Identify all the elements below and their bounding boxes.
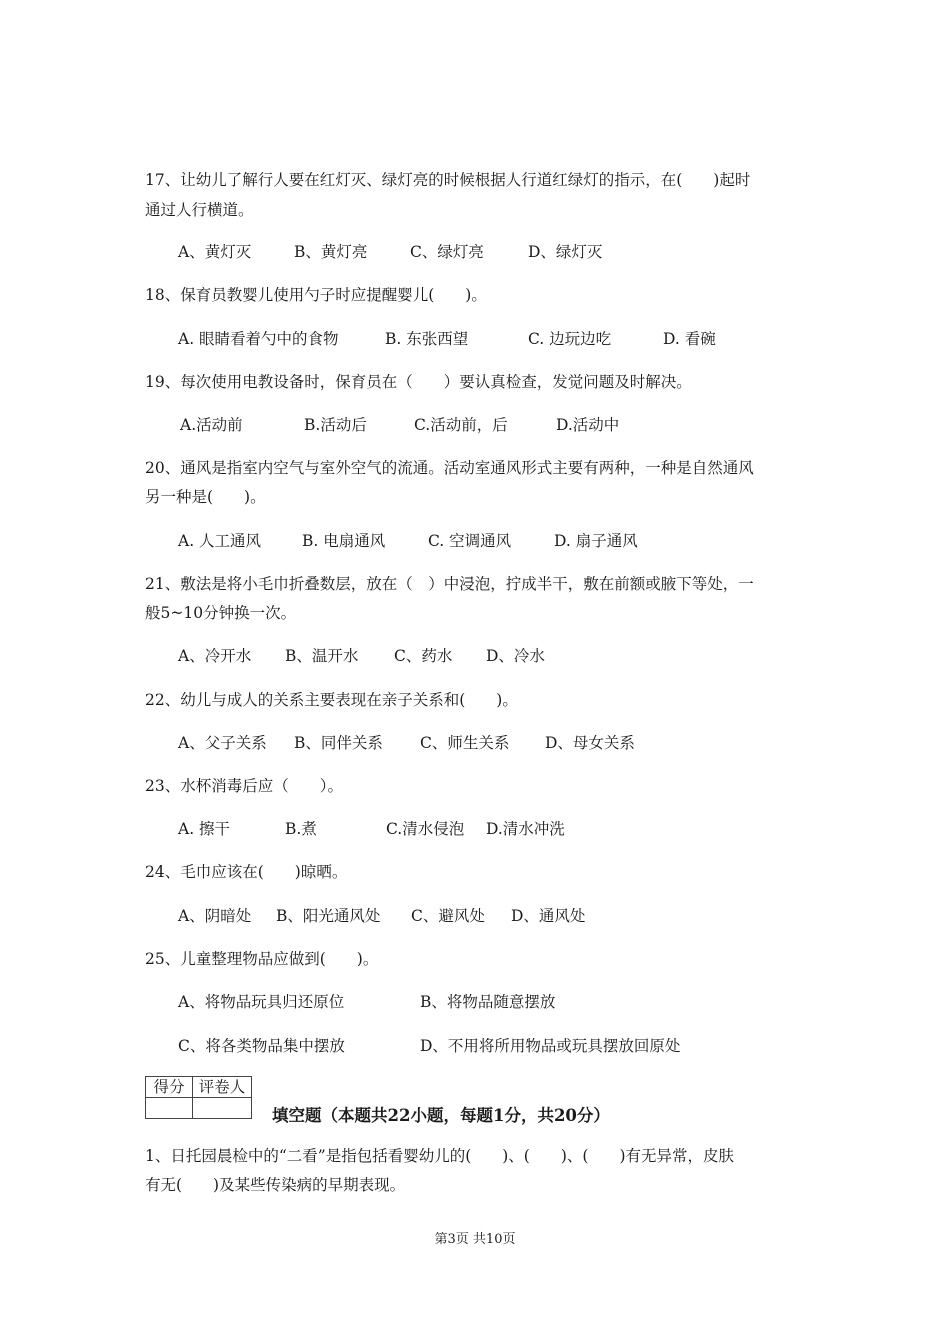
question-20-text-cont: 另一种是( )。 <box>145 488 266 506</box>
question-20-text: 20、通风是指室内空气与室外空气的流通。活动室通风形式主要有两种，一种是自然通风 <box>145 459 754 477</box>
option-b: B. 东张西望 <box>385 330 469 348</box>
option-b: B、阳光通风处 <box>276 907 381 925</box>
fill-blank-1-text-cont: 有无( )及某些传染病的早期表现。 <box>145 1176 406 1194</box>
option-d: D、母女关系 <box>545 734 635 752</box>
option-a: A、将物品玩具归还原位 <box>178 993 345 1011</box>
option-a: A、冷开水 <box>178 647 252 665</box>
option-c: C、绿灯亮 <box>410 243 484 261</box>
question-24-text: 24、毛巾应该在( )晾晒。 <box>145 863 348 881</box>
option-d: D、冷水 <box>486 647 545 665</box>
option-d: D.清水冲洗 <box>486 820 565 838</box>
grader-header: 评卷人 <box>193 1077 252 1098</box>
option-c: C、避风处 <box>411 907 485 925</box>
option-b: B、黄灯亮 <box>294 243 368 261</box>
score-box <box>145 1076 252 1119</box>
option-d: D、绿灯灭 <box>528 243 603 261</box>
question-18-text: 18、保育员教婴儿使用勺子时应提醒婴儿( )。 <box>145 286 487 304</box>
option-c: C.活动前，后 <box>414 416 508 434</box>
option-c: C. 空调通风 <box>428 532 512 550</box>
question-21-text-cont: 般5~10分钟换一次。 <box>145 604 297 622</box>
score-cell <box>146 1098 193 1119</box>
question-23-text: 23、水杯消毒后应（ ）。 <box>145 777 343 795</box>
option-d: D. 看碗 <box>663 330 716 348</box>
option-c: C、将各类物品集中摆放 <box>178 1037 345 1055</box>
question-17-text-cont: 通过人行横道。 <box>145 201 254 219</box>
grader-cell <box>193 1098 252 1119</box>
question-19-text: 19、每次使用电教设备时，保育员在（ ）要认真检查，发觉问题及时解决。 <box>145 373 692 391</box>
question-25-text: 25、儿童整理物品应做到( )。 <box>145 950 379 968</box>
option-c: C.清水侵泡 <box>386 820 465 838</box>
option-d: D.活动中 <box>556 416 620 434</box>
fill-blank-1-text: 1、日托园晨检中的“二看”是指包括看婴幼儿的( )、( )、( )有无异常，皮肤 <box>145 1147 734 1165</box>
option-d: D、通风处 <box>511 907 586 925</box>
score-header: 得分 <box>146 1077 193 1098</box>
option-b: B. 电扇通风 <box>302 532 386 550</box>
option-a: A. 人工通风 <box>178 532 262 550</box>
question-17-text: 17、让幼儿了解行人要在红灯灭、绿灯亮的时候根据人行道红绿灯的指示，在( )起时 <box>145 171 751 189</box>
section-title: 填空题（本题共22小题，每题1分，共20分） <box>272 1106 610 1125</box>
option-a: A、阴暗处 <box>178 907 252 925</box>
page-footer: 第3页 共10页 <box>434 1232 516 1247</box>
question-22-text: 22、幼儿与成人的关系主要表现在亲子关系和( )。 <box>145 691 518 709</box>
option-b: B.煮 <box>285 820 317 838</box>
option-a: A、黄灯灭 <box>178 243 252 261</box>
question-21-text: 21、敷法是将小毛巾折叠数层，放在（ ）中浸泡，拧成半干，敷在前额或腋下等处，一 <box>145 575 754 593</box>
option-c: C、药水 <box>394 647 453 665</box>
option-a: A. 眼睛看着勺中的食物 <box>178 330 339 348</box>
option-b: B、将物品随意摆放 <box>420 993 556 1011</box>
option-b: B、同伴关系 <box>294 734 383 752</box>
option-b: B.活动后 <box>304 416 367 434</box>
option-d: D. 扇子通风 <box>554 532 638 550</box>
option-d: D、不用将所用物品或玩具摆放回原处 <box>420 1037 681 1055</box>
option-a: A、父子关系 <box>178 734 267 752</box>
option-a: A. 擦干 <box>178 820 231 838</box>
option-a: A.活动前 <box>180 416 243 434</box>
option-c: C、师生关系 <box>420 734 510 752</box>
option-c: C. 边玩边吃 <box>528 330 612 348</box>
option-b: B、温开水 <box>285 647 359 665</box>
